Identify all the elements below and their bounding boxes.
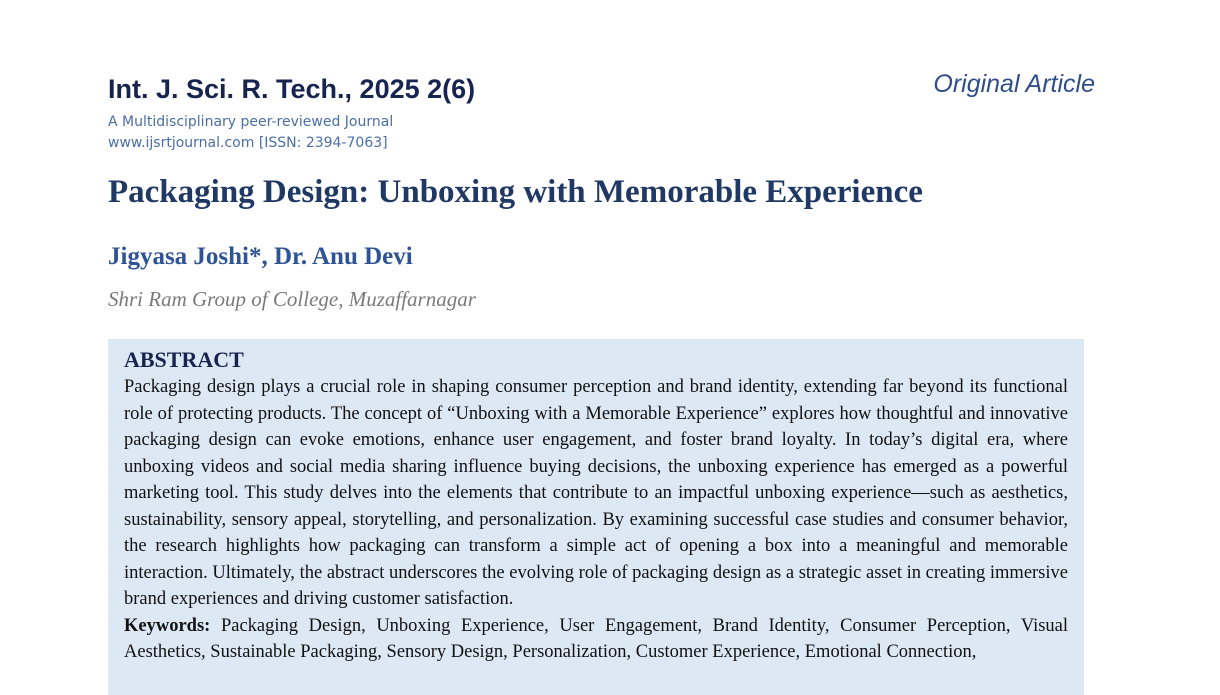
journal-title: Int. J. Sci. R. Tech., 2025 2(6) bbox=[108, 74, 476, 104]
journal-website: www.ijsrtjournal.com [ISSN: 2394-7063] bbox=[108, 135, 388, 151]
journal-description: A Multidisciplinary peer-reviewed Journal bbox=[108, 114, 394, 130]
article-type: Original Article bbox=[933, 70, 1095, 98]
paper-authors: Jigyasa Joshi*, Dr. Anu Devi bbox=[108, 243, 413, 270]
abstract-box bbox=[108, 339, 1084, 695]
keywords-label: Keywords: bbox=[124, 615, 211, 636]
abstract-text: Packaging design plays a crucial role in shaping consumer perception and brand identity, extending far beyond its functional role of protecting products. The concept of “Unboxing with a Memorable Experience” explores how thoughtful and innovative packaging design can evoke emotions, enhance user engagement, and foster brand loyalty. In today’s digital era, where unboxing videos and social media sharing influence buying decisions, the unboxing experience has emerged as a powerful marketing tool. This study delves into the elements that contribute to an impactful unboxing experience—such as aesthetics, sustainability, sensory appeal, storytelling, and personalization. By examining successful case studies and consumer behavior, the research highlights how packaging can transform a simple act of opening a box into a meaningful and memorable interaction. Ultimately, the abstract underscores the evolving role of packaging design as a strategic asset in creating immersive brand experiences and driving customer satisfaction. bbox=[124, 377, 1068, 609]
abstract-heading: ABSTRACT bbox=[124, 347, 244, 372]
keywords-list: Packaging Design, Unboxing Experience, User Engagement, Brand Identity, Consumer Perception, Visual Aesthetics, Sustainable Packaging, Sensory Design, Personalization, Customer Experience, Emotional Connection, bbox=[124, 615, 1069, 662]
paper-affiliation: Shri Ram Group of College, Muzaffarnagar bbox=[108, 287, 476, 311]
keywords bbox=[124, 613, 1068, 666]
paper-title: Packaging Design: Unboxing with Memorable Experience bbox=[108, 174, 923, 210]
